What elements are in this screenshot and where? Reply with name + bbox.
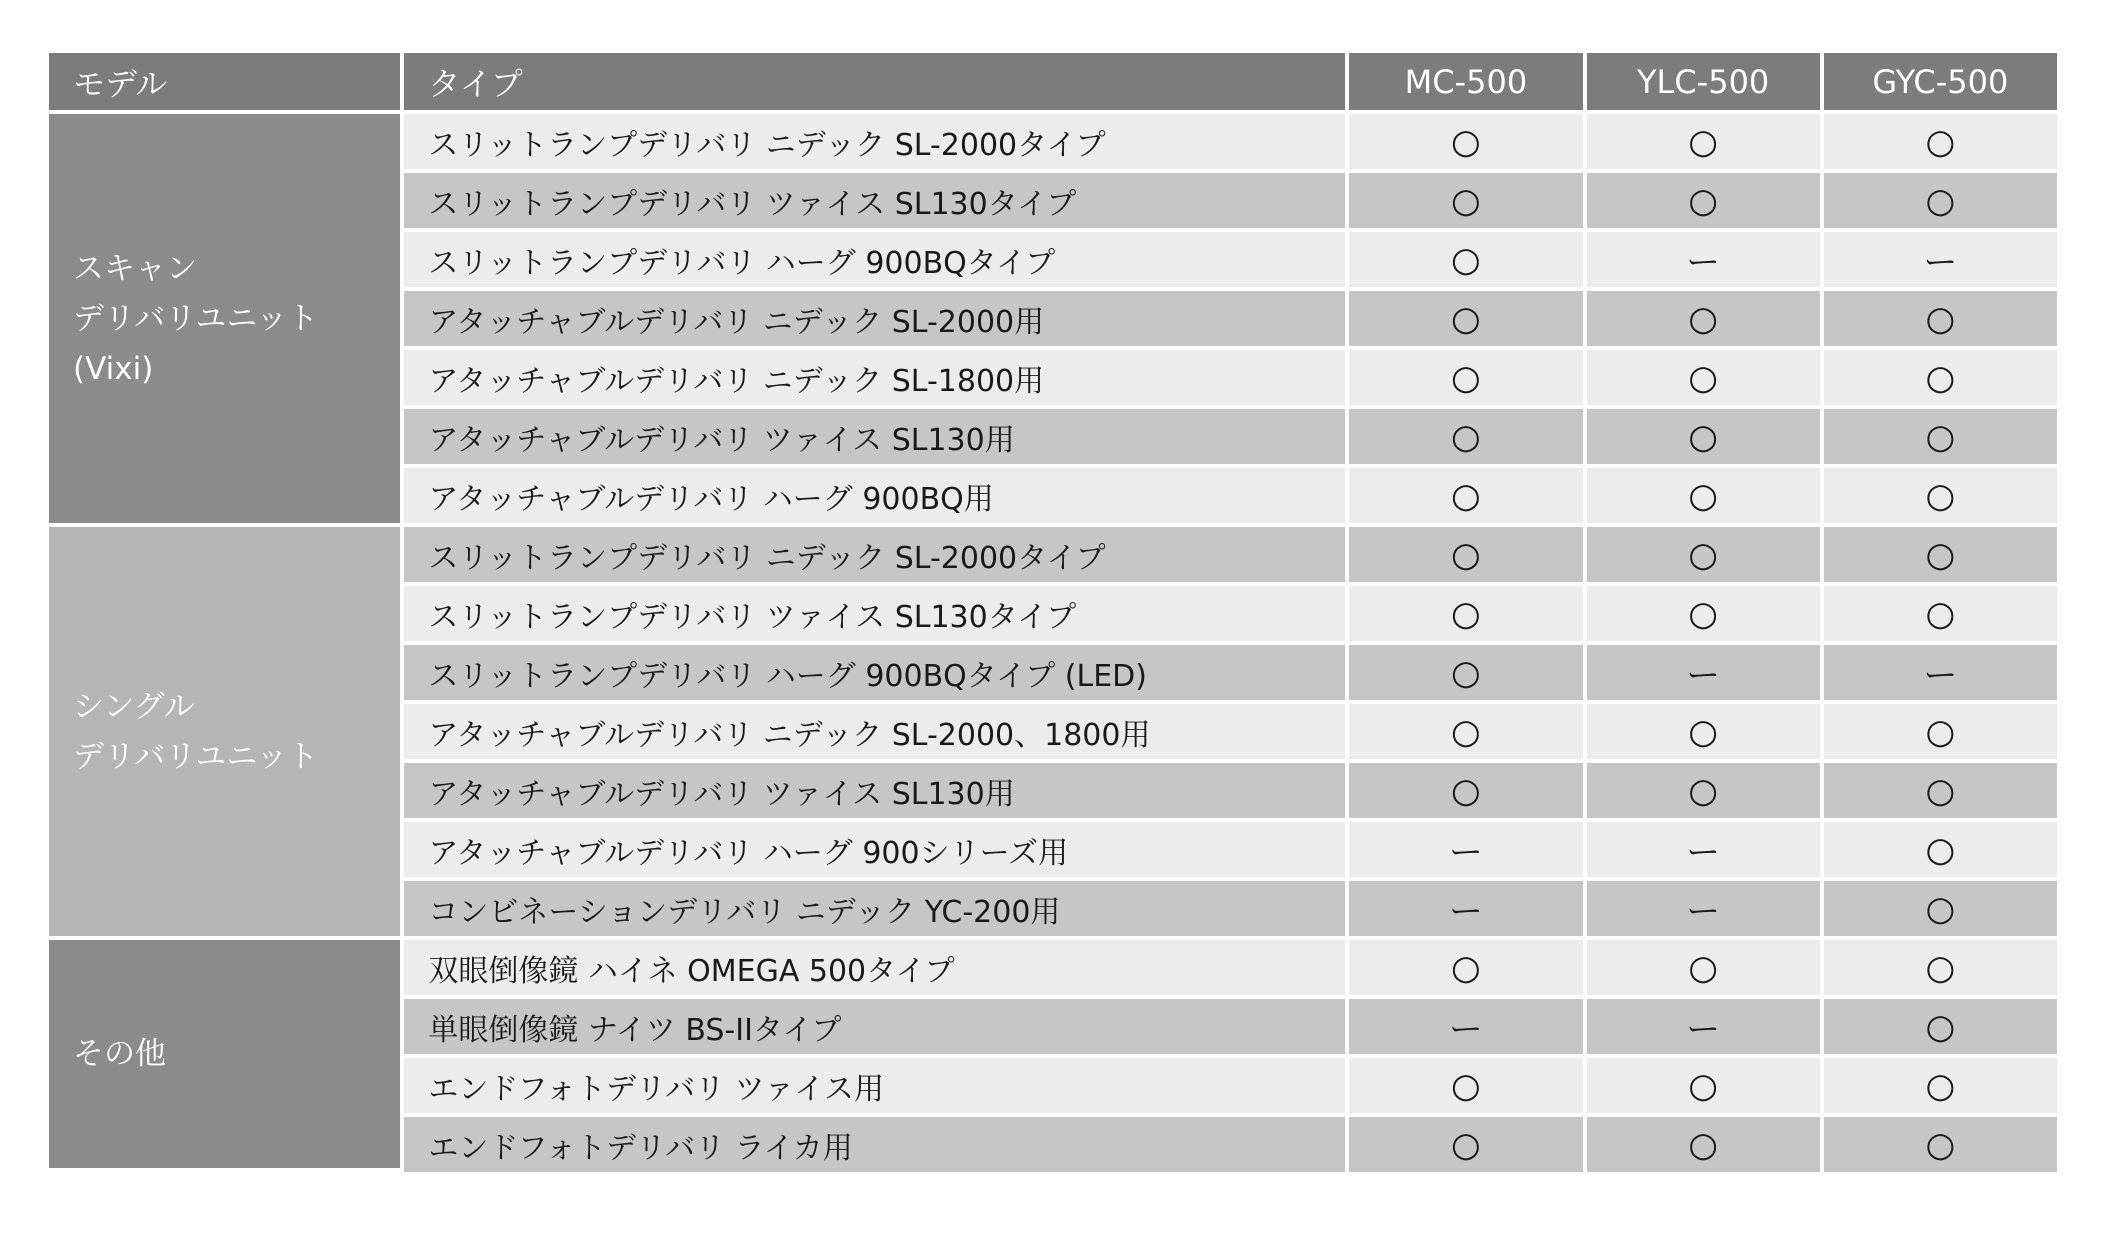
mark-cell: ○ bbox=[1349, 468, 1582, 527]
mark-cell: ー bbox=[1824, 645, 2057, 704]
table-row bbox=[49, 114, 2057, 173]
mark-cell: ○ bbox=[1349, 114, 1582, 173]
type-cell: エンドフォトデリバリ ツァイス用 bbox=[404, 1058, 1345, 1117]
compatibility-table-container bbox=[49, 53, 2065, 1172]
type-cell: スリットランプデリバリ ツァイス SL130タイプ bbox=[404, 586, 1345, 645]
mark-cell: ー bbox=[1587, 881, 1820, 940]
mark-cell: ○ bbox=[1587, 704, 1820, 763]
mark-cell: ○ bbox=[1349, 232, 1582, 291]
mark-cell: ○ bbox=[1824, 1058, 2057, 1117]
mark-cell: ○ bbox=[1349, 645, 1582, 704]
mark-cell: ○ bbox=[1587, 1117, 1820, 1172]
mark-cell: ○ bbox=[1349, 1117, 1582, 1172]
mark-cell: ○ bbox=[1824, 940, 2057, 999]
mark-cell: ○ bbox=[1349, 1058, 1582, 1117]
mark-cell: ー bbox=[1587, 999, 1820, 1058]
mark-cell: ー bbox=[1587, 232, 1820, 291]
group-label-line: スキャン bbox=[73, 250, 197, 287]
type-cell: アタッチャブルデリバリ ニデック SL-2000用 bbox=[404, 291, 1345, 350]
mark-cell: ○ bbox=[1824, 704, 2057, 763]
mark-cell: ○ bbox=[1824, 173, 2057, 232]
type-cell: スリットランプデリバリ ハーグ 900BQタイプ bbox=[404, 232, 1345, 291]
mark-cell: ○ bbox=[1587, 1058, 1820, 1117]
mark-cell: ○ bbox=[1824, 822, 2057, 881]
mark-cell: ○ bbox=[1587, 114, 1820, 173]
type-cell: アタッチャブルデリバリ ニデック SL-2000、1800用 bbox=[404, 704, 1345, 763]
type-cell: エンドフォトデリバリ ライカ用 bbox=[404, 1117, 1345, 1172]
type-cell: スリットランプデリバリ ハーグ 900BQタイプ (LED) bbox=[404, 645, 1345, 704]
mark-cell: ○ bbox=[1349, 586, 1582, 645]
mark-cell: ○ bbox=[1824, 114, 2057, 173]
mark-cell: ○ bbox=[1587, 940, 1820, 999]
mark-cell: ○ bbox=[1824, 881, 2057, 940]
type-cell: スリットランプデリバリ ニデック SL-2000タイプ bbox=[404, 527, 1345, 586]
mark-cell: ー bbox=[1349, 999, 1582, 1058]
mark-cell: ○ bbox=[1349, 763, 1582, 822]
group-label-line: デリバリユニット bbox=[73, 738, 319, 775]
type-cell: アタッチャブルデリバリ ハーグ 900BQ用 bbox=[404, 468, 1345, 527]
mark-cell: ○ bbox=[1587, 291, 1820, 350]
mark-cell: ー bbox=[1587, 645, 1820, 704]
header-gyc500: GYC-500 bbox=[1824, 53, 2057, 114]
type-cell: アタッチャブルデリバリ ツァイス SL130用 bbox=[404, 409, 1345, 468]
type-cell: スリットランプデリバリ ニデック SL-2000タイプ bbox=[404, 114, 1345, 173]
compatibility-table bbox=[45, 53, 2061, 1172]
type-cell: アタッチャブルデリバリ ハーグ 900シリーズ用 bbox=[404, 822, 1345, 881]
mark-cell: ○ bbox=[1587, 586, 1820, 645]
mark-cell: ー bbox=[1824, 232, 2057, 291]
type-cell: アタッチャブルデリバリ ツァイス SL130用 bbox=[404, 763, 1345, 822]
mark-cell: ○ bbox=[1587, 409, 1820, 468]
mark-cell: ○ bbox=[1824, 527, 2057, 586]
header-mc500: MC-500 bbox=[1349, 53, 1582, 114]
mark-cell: ○ bbox=[1824, 586, 2057, 645]
mark-cell: ○ bbox=[1349, 350, 1582, 409]
mark-cell: ○ bbox=[1587, 173, 1820, 232]
group-cell-single bbox=[49, 527, 400, 940]
type-cell: スリットランプデリバリ ツァイス SL130タイプ bbox=[404, 173, 1345, 232]
type-cell: 単眼倒像鏡 ナイツ BS-IIタイプ bbox=[404, 999, 1345, 1058]
mark-cell: ○ bbox=[1824, 291, 2057, 350]
group-label-line: デリバリユニット bbox=[73, 300, 319, 337]
mark-cell: ○ bbox=[1824, 999, 2057, 1058]
header-model: モデル bbox=[49, 53, 400, 114]
group-label-line: (Vixi) bbox=[73, 350, 154, 387]
mark-cell: ○ bbox=[1824, 350, 2057, 409]
mark-cell: ○ bbox=[1824, 409, 2057, 468]
mark-cell: ○ bbox=[1587, 763, 1820, 822]
mark-cell: ○ bbox=[1349, 173, 1582, 232]
mark-cell: ○ bbox=[1824, 763, 2057, 822]
header-type: タイプ bbox=[404, 53, 1345, 114]
mark-cell: ○ bbox=[1349, 940, 1582, 999]
group-label-line: その他 bbox=[73, 1036, 166, 1072]
mark-cell: ○ bbox=[1349, 527, 1582, 586]
mark-cell: ○ bbox=[1824, 1117, 2057, 1172]
type-cell: アタッチャブルデリバリ ニデック SL-1800用 bbox=[404, 350, 1345, 409]
mark-cell: ○ bbox=[1349, 704, 1582, 763]
mark-cell: ○ bbox=[1587, 468, 1820, 527]
table-row bbox=[49, 940, 2057, 999]
group-cell-other bbox=[49, 940, 400, 1172]
mark-cell: ○ bbox=[1349, 409, 1582, 468]
header-row bbox=[49, 53, 2057, 114]
table-row bbox=[49, 527, 2057, 586]
mark-cell: ○ bbox=[1587, 350, 1820, 409]
header-ylc500: YLC-500 bbox=[1587, 53, 1820, 114]
type-cell: 双眼倒像鏡 ハイネ OMEGA 500タイプ bbox=[404, 940, 1345, 999]
mark-cell: ー bbox=[1349, 822, 1582, 881]
type-cell: コンビネーションデリバリ ニデック YC-200用 bbox=[404, 881, 1345, 940]
mark-cell: ー bbox=[1349, 881, 1582, 940]
mark-cell: ○ bbox=[1824, 468, 2057, 527]
mark-cell: ○ bbox=[1587, 527, 1820, 586]
group-label-line: シングル bbox=[73, 688, 195, 725]
mark-cell: ー bbox=[1587, 822, 1820, 881]
group-cell-scan bbox=[49, 114, 400, 527]
mark-cell: ○ bbox=[1349, 291, 1582, 350]
